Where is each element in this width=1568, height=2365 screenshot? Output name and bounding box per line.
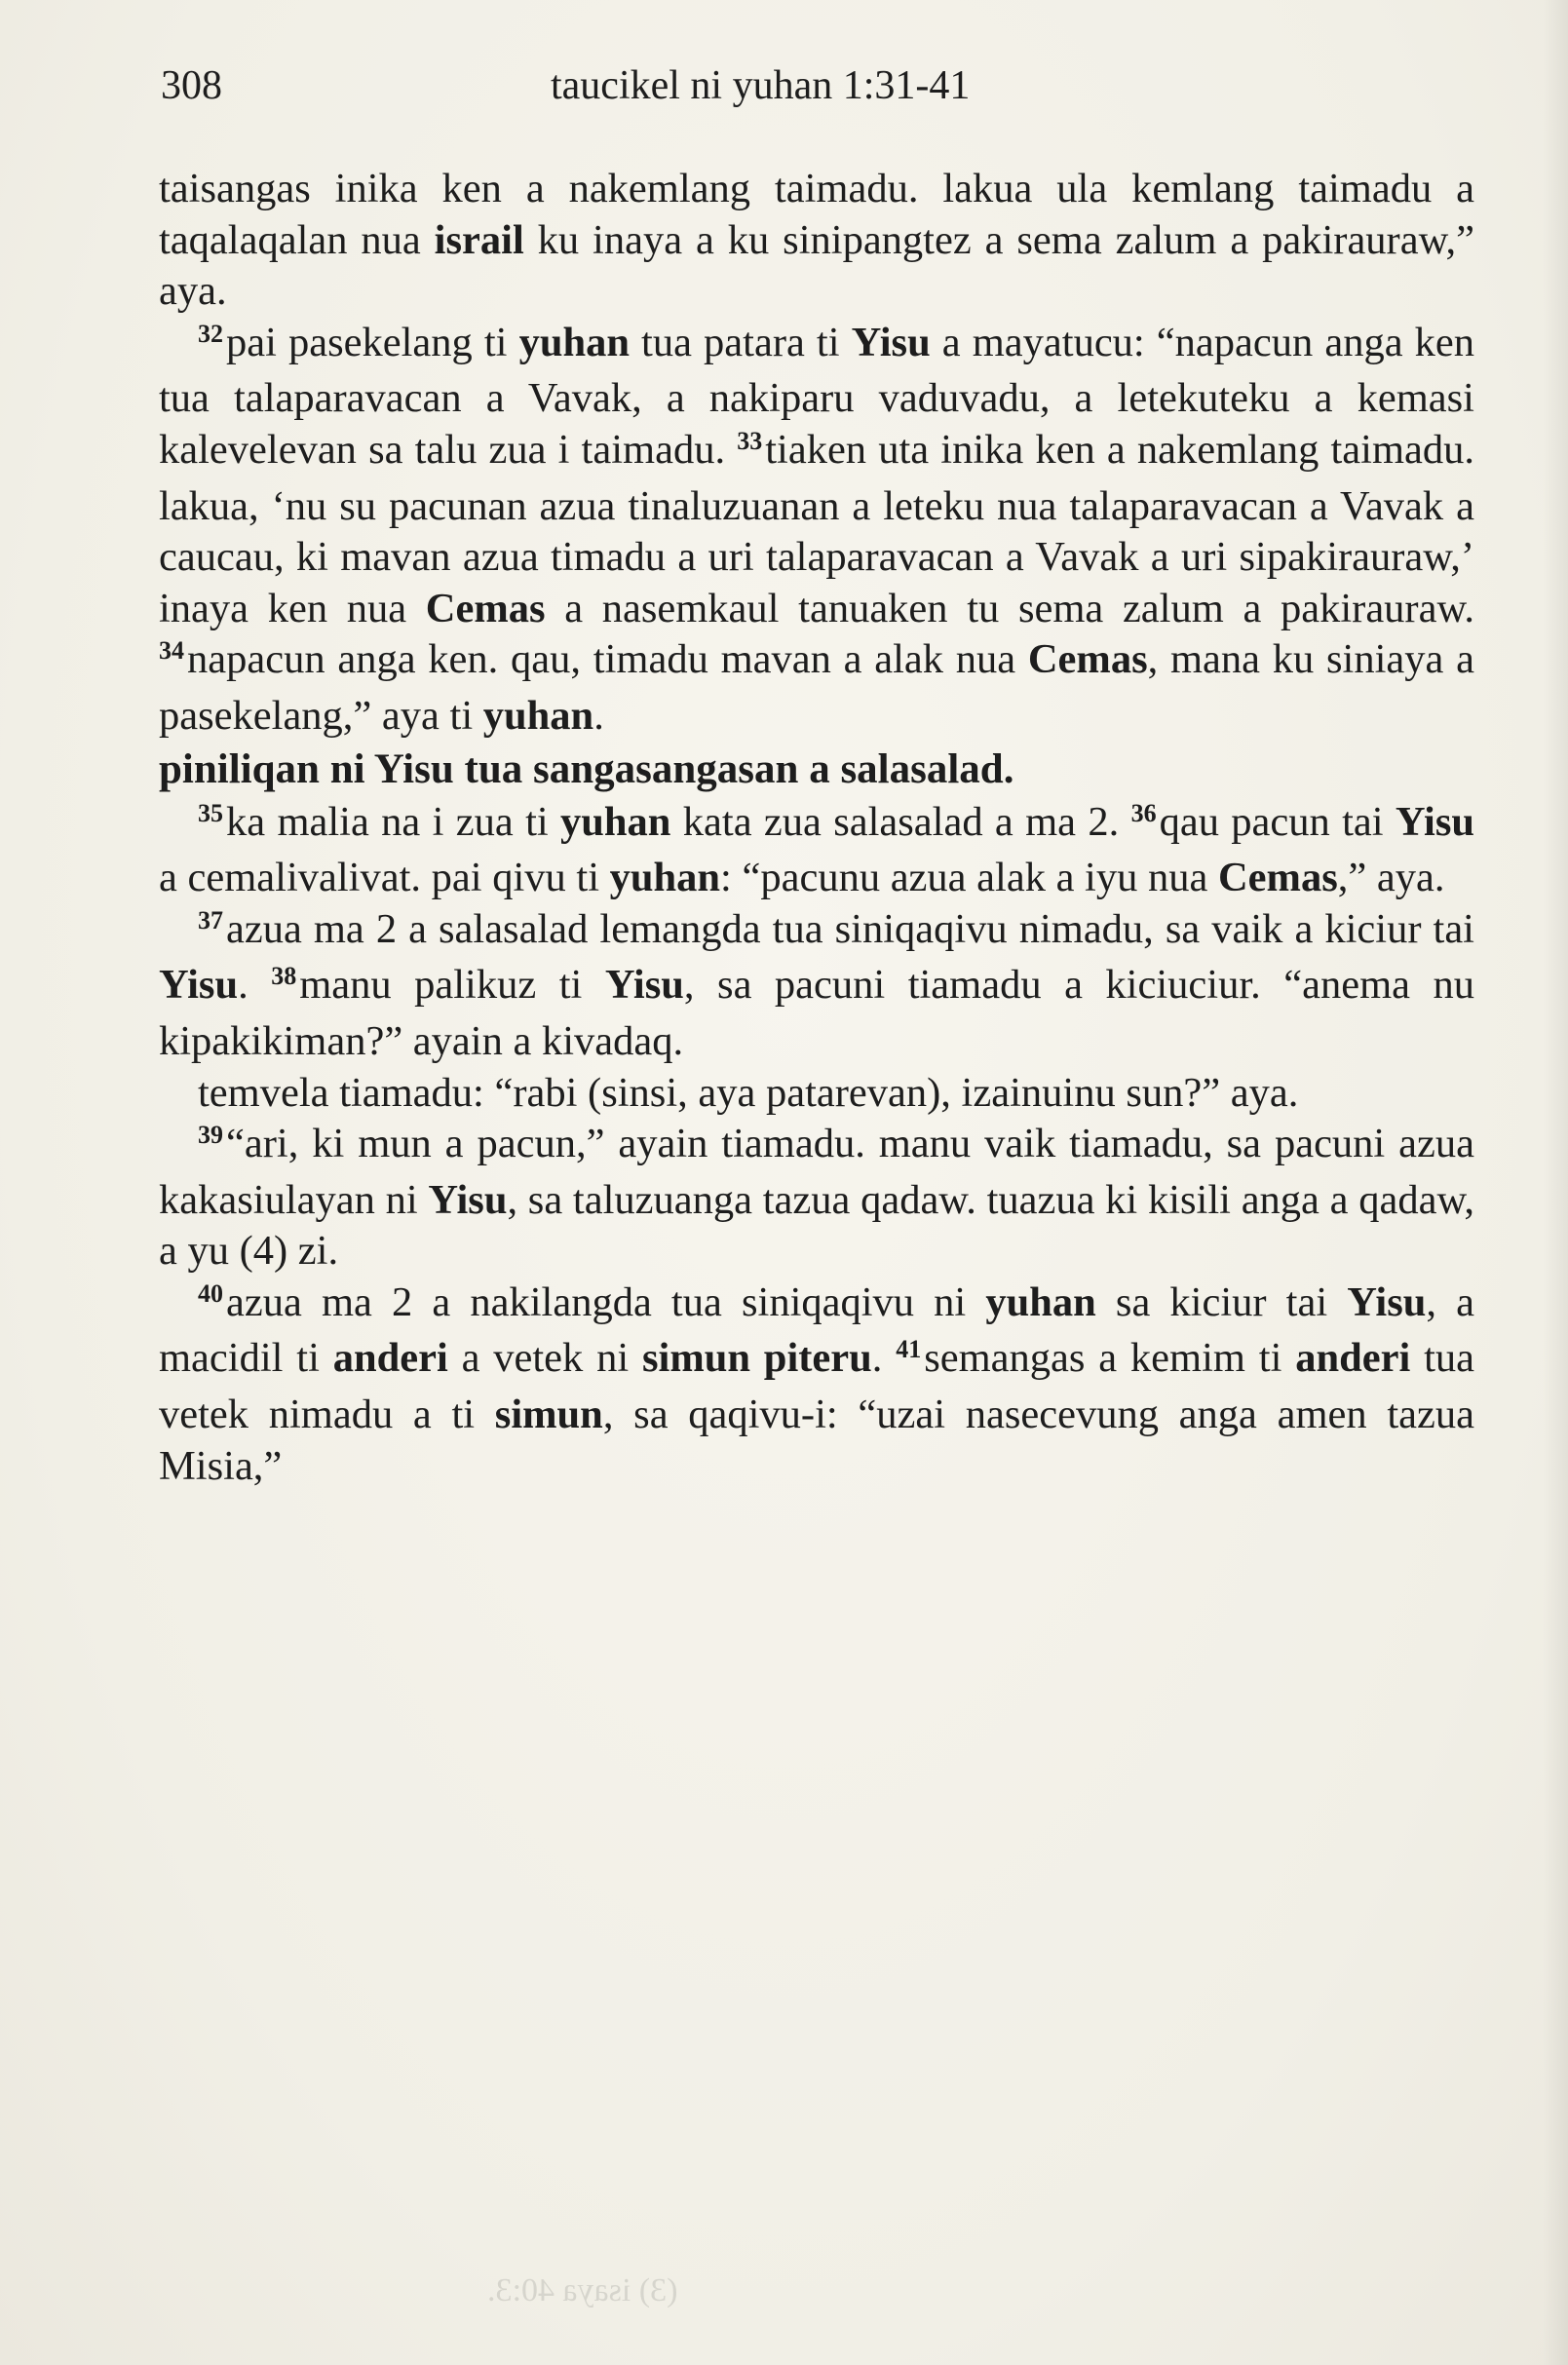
paragraph-5	[159, 1068, 1474, 1120]
name-yisu: Yisu	[1347, 1278, 1427, 1325]
text-run: ku inaya a ku sinipangtez a sema zalum a pakirauraw,” aya.	[159, 216, 1474, 315]
name-yuhan: yuhan	[560, 798, 671, 845]
verse-number-35: 35	[198, 798, 223, 827]
text-run: a nasemkaul tanuaken tu sema zalum a pakirauraw.	[545, 585, 1475, 631]
name-anderi: anderi	[1295, 1335, 1411, 1382]
text-run: manu palikuz ti	[299, 962, 605, 1009]
page-number: 308	[161, 63, 222, 108]
bleed-through-footnote: (3) isaya 40:3.	[487, 2272, 678, 2308]
text-run: napacun anga ken. qau, timadu mavan a alak nua	[187, 636, 1028, 683]
text-run: azua ma 2 a salasalad lemangda tua siniqaqivu nimadu, sa vaik a kiciur tai	[226, 905, 1474, 952]
name-yuhan: yuhan	[518, 319, 630, 365]
name-yisu: Yisu	[604, 962, 684, 1009]
paragraph-1	[159, 164, 1474, 318]
name-israil: israil	[434, 216, 524, 263]
text-run: : “pacunu azua alak a iyu nua	[720, 855, 1218, 901]
text-run: .	[871, 1335, 897, 1382]
text-run: , sa pacuni tiamadu a kiciuciur. “anema nu kipakikiman?” ayain a kivadaq.	[159, 962, 1474, 1064]
text-run: .	[593, 692, 604, 739]
verse-number-40: 40	[198, 1278, 223, 1308]
verse-number-32: 32	[198, 319, 223, 348]
name-cemas: Cemas	[1027, 636, 1148, 683]
name-yisu: Yisu	[851, 319, 931, 365]
name-cemas: Cemas	[425, 585, 546, 631]
name-cemas: Cemas	[1217, 855, 1338, 901]
section-heading: piniliqan ni Yisu tua sangasangasan a salasalad.	[159, 745, 1014, 792]
page-header	[161, 57, 1428, 115]
verse-number-36: 36	[1130, 798, 1157, 827]
verse-number-33: 33	[737, 426, 763, 455]
text-run: , sa qaqivu-i: “uzai nasecevung anga amen tazua Misia,”	[159, 1392, 1474, 1489]
name-yisu: Yisu	[159, 962, 239, 1009]
name-yuhan: yuhan	[985, 1278, 1096, 1325]
paragraph-4	[159, 904, 1474, 1068]
paragraph-6	[159, 1119, 1474, 1278]
verse-number-34: 34	[159, 636, 184, 666]
text-run: a cemalivalivat. pai qivu ti	[159, 855, 610, 901]
verse-number-39: 39	[198, 1121, 223, 1150]
paragraph-3	[159, 797, 1474, 904]
text-run: , a macidil ti	[159, 1278, 1474, 1382]
verse-number-38: 38	[271, 962, 297, 991]
text-run: , sa taluzuanga tazua qadaw. tuazua ki kisili anga a qadaw, a yu (4) zi.	[159, 1176, 1474, 1275]
text-run: kata zua salasalad a ma 2.	[670, 798, 1131, 845]
text-run: a vetek ni	[447, 1335, 642, 1382]
spine-shadow	[1543, 0, 1568, 2365]
name-yuhan: yuhan	[609, 855, 721, 901]
text-run: tua patara ti	[629, 319, 852, 365]
name-yuhan: yuhan	[482, 692, 594, 739]
name-yisu: Yisu	[1395, 798, 1474, 845]
text-run: qau pacun tai	[1159, 798, 1396, 845]
name-anderi: anderi	[332, 1335, 448, 1382]
running-title: taucikel ni yuhan 1:31-41	[551, 63, 971, 108]
text-run: taisangas inika ken a nakemlang taimadu. lakua ula kemlang taimadu a taqalaqalan nua	[159, 166, 1474, 263]
text-run: pai pasekelang ti	[226, 319, 519, 365]
text-run: tiaken uta inika ken a nakemlang taimadu. lakua, ‘nu su pacunan azua tinaluzuanan a leteku nua talaparavacan a Vavak a caucau, ki mavan azua timadu a uri talaparavacan a Vavak a uri sipakirauraw,’ inaya ken nua	[159, 426, 1474, 631]
name-simun-piteru: simun piteru	[641, 1335, 872, 1382]
paragraph-7	[159, 1278, 1474, 1492]
text-run: tua vetek nimadu a ti	[159, 1335, 1474, 1438]
main-text	[159, 164, 1474, 1492]
name-yisu: Yisu	[428, 1176, 508, 1223]
text-run: sa kiciur tai	[1095, 1278, 1348, 1325]
text-run: .	[238, 962, 272, 1009]
text-run: ,” aya.	[1337, 855, 1445, 901]
text-run: “ari, ki mun a pacun,” ayain tiamadu. manu vaik tiamadu, sa pacuni azua kakasiulayan ni	[159, 1121, 1474, 1223]
text-run: ka malia na i zua ti	[226, 798, 561, 845]
text-run: semangas a kemim ti	[924, 1335, 1296, 1382]
text-run: azua ma 2 a nakilangda tua siniqaqivu ni	[226, 1278, 986, 1325]
name-simun: simun	[494, 1392, 603, 1438]
text-run: , mana ku siniaya a pasekelang,” aya ti	[159, 636, 1475, 739]
verse-number-41: 41	[896, 1335, 922, 1364]
text-run: temvela tiamadu: “rabi (sinsi, aya patarevan), izainuinu sun?” aya.	[198, 1069, 1299, 1116]
text-run: a mayatucu: “napacun anga ken tua talaparavacan a Vavak, a nakiparu vaduvadu, a letekuteku a kemasi kalevelevan sa talu zua i taimadu.	[159, 319, 1474, 473]
verse-number-37: 37	[198, 905, 223, 935]
paragraph-2	[159, 318, 1474, 743]
